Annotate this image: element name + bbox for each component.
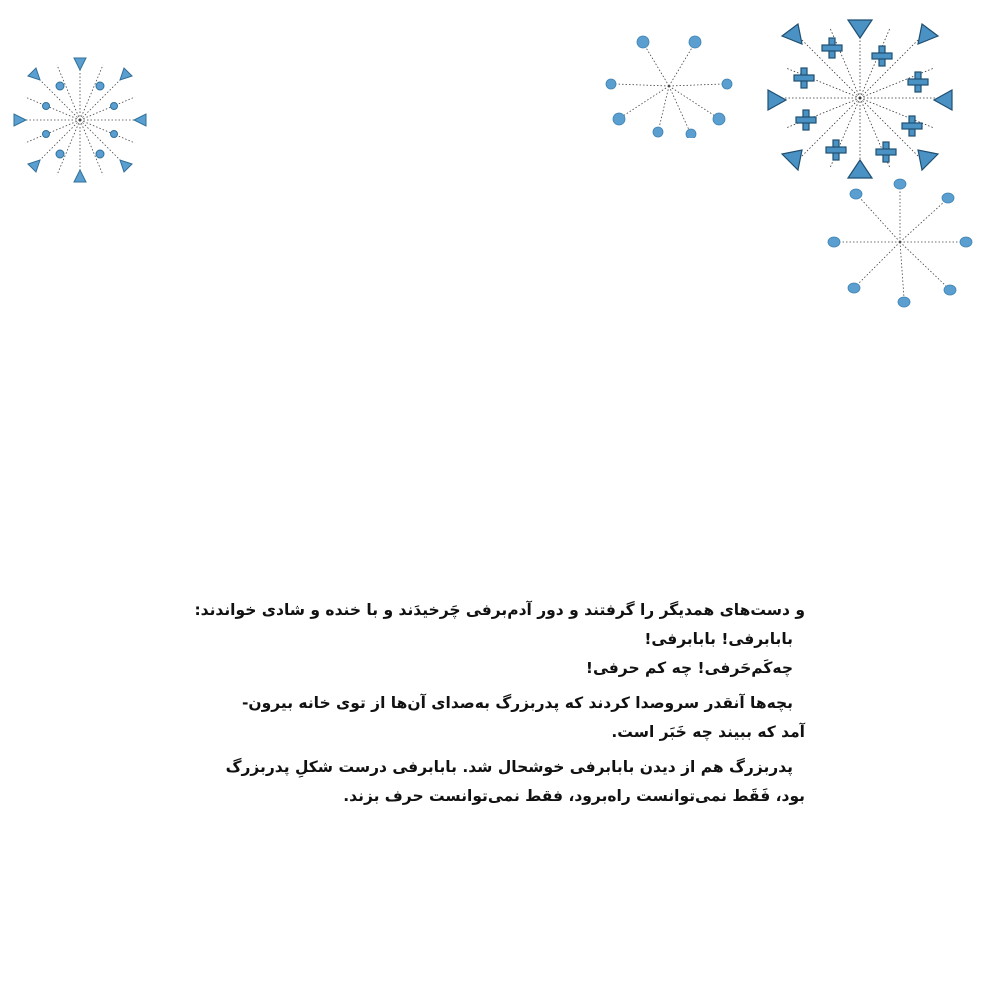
snowflake-dots-icon — [605, 28, 750, 138]
paragraph-3 — [180, 753, 805, 811]
snowflake-teardrops-icon — [826, 178, 976, 318]
snowflake-triangles-icon — [2, 44, 162, 204]
paragraph-1 — [180, 596, 805, 683]
text-line: بچه‌ها آنقدر سروصدا کردند که پدربزرگ به‌صدای آن‌ها از توی خانه بیرون- — [241, 694, 793, 712]
verse-line: بابابرفی! بابابرفی! — [644, 630, 793, 648]
text-line: و دست‌های همدیگر را گرفتند و دور آدم‌برفی چَرخیدَند و با خنده و شادی خواندند: — [194, 601, 805, 619]
paragraph-2 — [180, 689, 805, 747]
story-text — [180, 596, 805, 817]
text-line: پدربزرگ هم از دیدن بابابرفی خوشحال شد. بابابرفی درست شکلِ پدربزرگ — [225, 758, 793, 776]
text-line: بود، فَقَط نمی‌توانست راه‌برود، فقط نمی‌توانست حرف بزند. — [343, 787, 805, 805]
snowflake-crosses-icon — [760, 10, 955, 195]
text-line: آمد که ببیند چه خَبَر است. — [611, 723, 805, 741]
verse-line: چه‌کَم‌حَرفی! چه کم حرفی! — [585, 659, 793, 677]
